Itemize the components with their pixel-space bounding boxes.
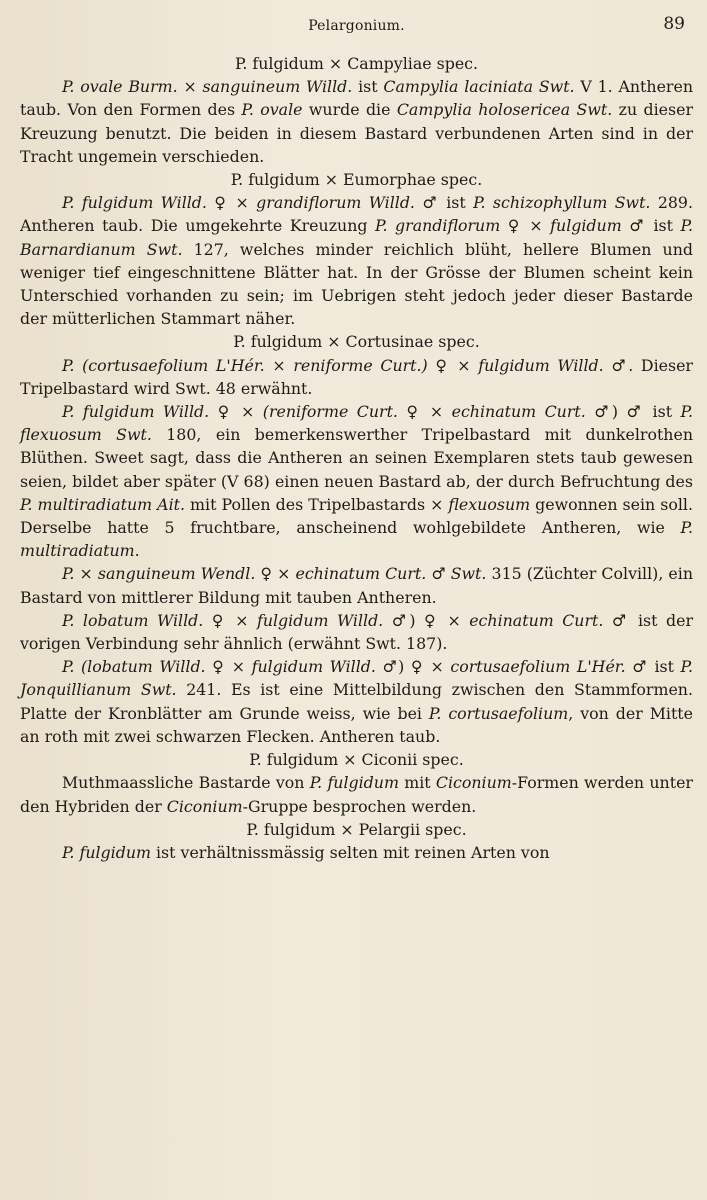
body-paragraph: P. lobatum Willd. ♀ × fulgidum Willd. ♂) ♀ × echinatum Curt. ♂ ist der vorigen Verbindung sehr ähnlich (erwähnt Swt. 187). [20, 610, 693, 654]
body-paragraph: P. ⨯ sanguineum Wendl. ♀ × echinatum Curt. ♂ Swt. 315 (Züchter Colvill), ein Bastard von mittlerer Bildung mit tauben Antheren. [20, 564, 694, 607]
running-head: Pelargonium. [308, 18, 405, 34]
section-heading: P. fulgidum × Ciconii spec. [249, 750, 464, 770]
page-header [20, 12, 693, 52]
body-paragraph: P. fulgidum Willd. ♀ × (reniforme Curt. ♀ × echinatum Curt. ♂) ♂ ist P. flexuosum Swt. 180, ein bemerkenswerther Tripelbastard mit dunkelrothen Blüthen. Sweet sagt, dass die Antheren an seinen Exemplaren stets taub gewesen seien, bildet aber später (V 68) einen neuen Bastard ab, der durch Befruchtung des P. multiradiatum Ait. mit Pollen des Tripelbastards ⨯ flexuosum gewonnen sein soll. Derselbe hatte 5 fruchtbare, anscheinend wohlgebildete Antheren, wie P. multiradiatum. [20, 402, 693, 561]
body-paragraph: P. fulgidum Willd. ♀ × grandiflorum Willd. ♂ ist P. schizophyllum Swt. 289. Antheren taub. Die umgekehrte Kreuzung P. grandiflorum ♀ × fulgidum ♂ ist P. Barnardianum Swt. 127, welches minder reichlich blüht, hellere Blumen und weniger tief eingeschnittene Blätter hat. In der Grösse der Blumen scheint kein Unterschied vorhanden zu sein; im Uebrigen steht jedoch jeder dieser Bastarde der mütterlichen Stammart näher. [20, 193, 693, 329]
body-paragraph: P. fulgidum ist verhältnissmässig selten mit reinen Arten von [62, 842, 550, 862]
section-heading: P. fulgidum × Campyliae spec. [234, 54, 479, 73]
page-body [20, 52, 693, 864]
page-number: 89 [663, 14, 685, 34]
section-heading: P. fulgidum × Cortusinae spec. [233, 332, 480, 352]
section-heading: P. fulgidum × Eumorphae spec. [230, 170, 483, 190]
body-paragraph: P. (lobatum Willd. ♀ × fulgidum Willd. ♂) ♀ × cortusaefolium L'Hér. ♂ ist P. Jonquillianum Swt. 241. Es ist eine Mittelbildung zwischen den Stammformen. Platte der Kronblätter am Grunde weiss, wie bei P. cortusaefolium, von der Mitte an roth mit zwei schwarzen Flecken. Antheren taub. [20, 657, 694, 746]
section-heading: P. fulgidum × Pelargii spec. [246, 819, 467, 839]
body-paragraph: Muthmaassliche Bastarde von P. fulgidum mit Ciconium-Formen werden unter den Hybriden der Ciconium-Gruppe besprochen werden. [20, 773, 693, 816]
body-paragraph: P. (cortusaefolium L'Hér. × reniforme Curt.) ♀ × fulgidum Willd. ♂. Dieser Tripelbastard wird Swt. 48 erwähnt. [20, 355, 693, 398]
body-paragraph: P. ovale Burm. × sanguineum Willd. ist Campylia laciniata Swt. V 1. Antheren taub. Von den Formen des P. ovale wurde die Campylia holosericea Swt. zu dieser Kreuzung benutzt. Die beiden in diesem Bastard verbundenen Arten sind in der Tracht ungemein verschieden. [20, 77, 694, 166]
